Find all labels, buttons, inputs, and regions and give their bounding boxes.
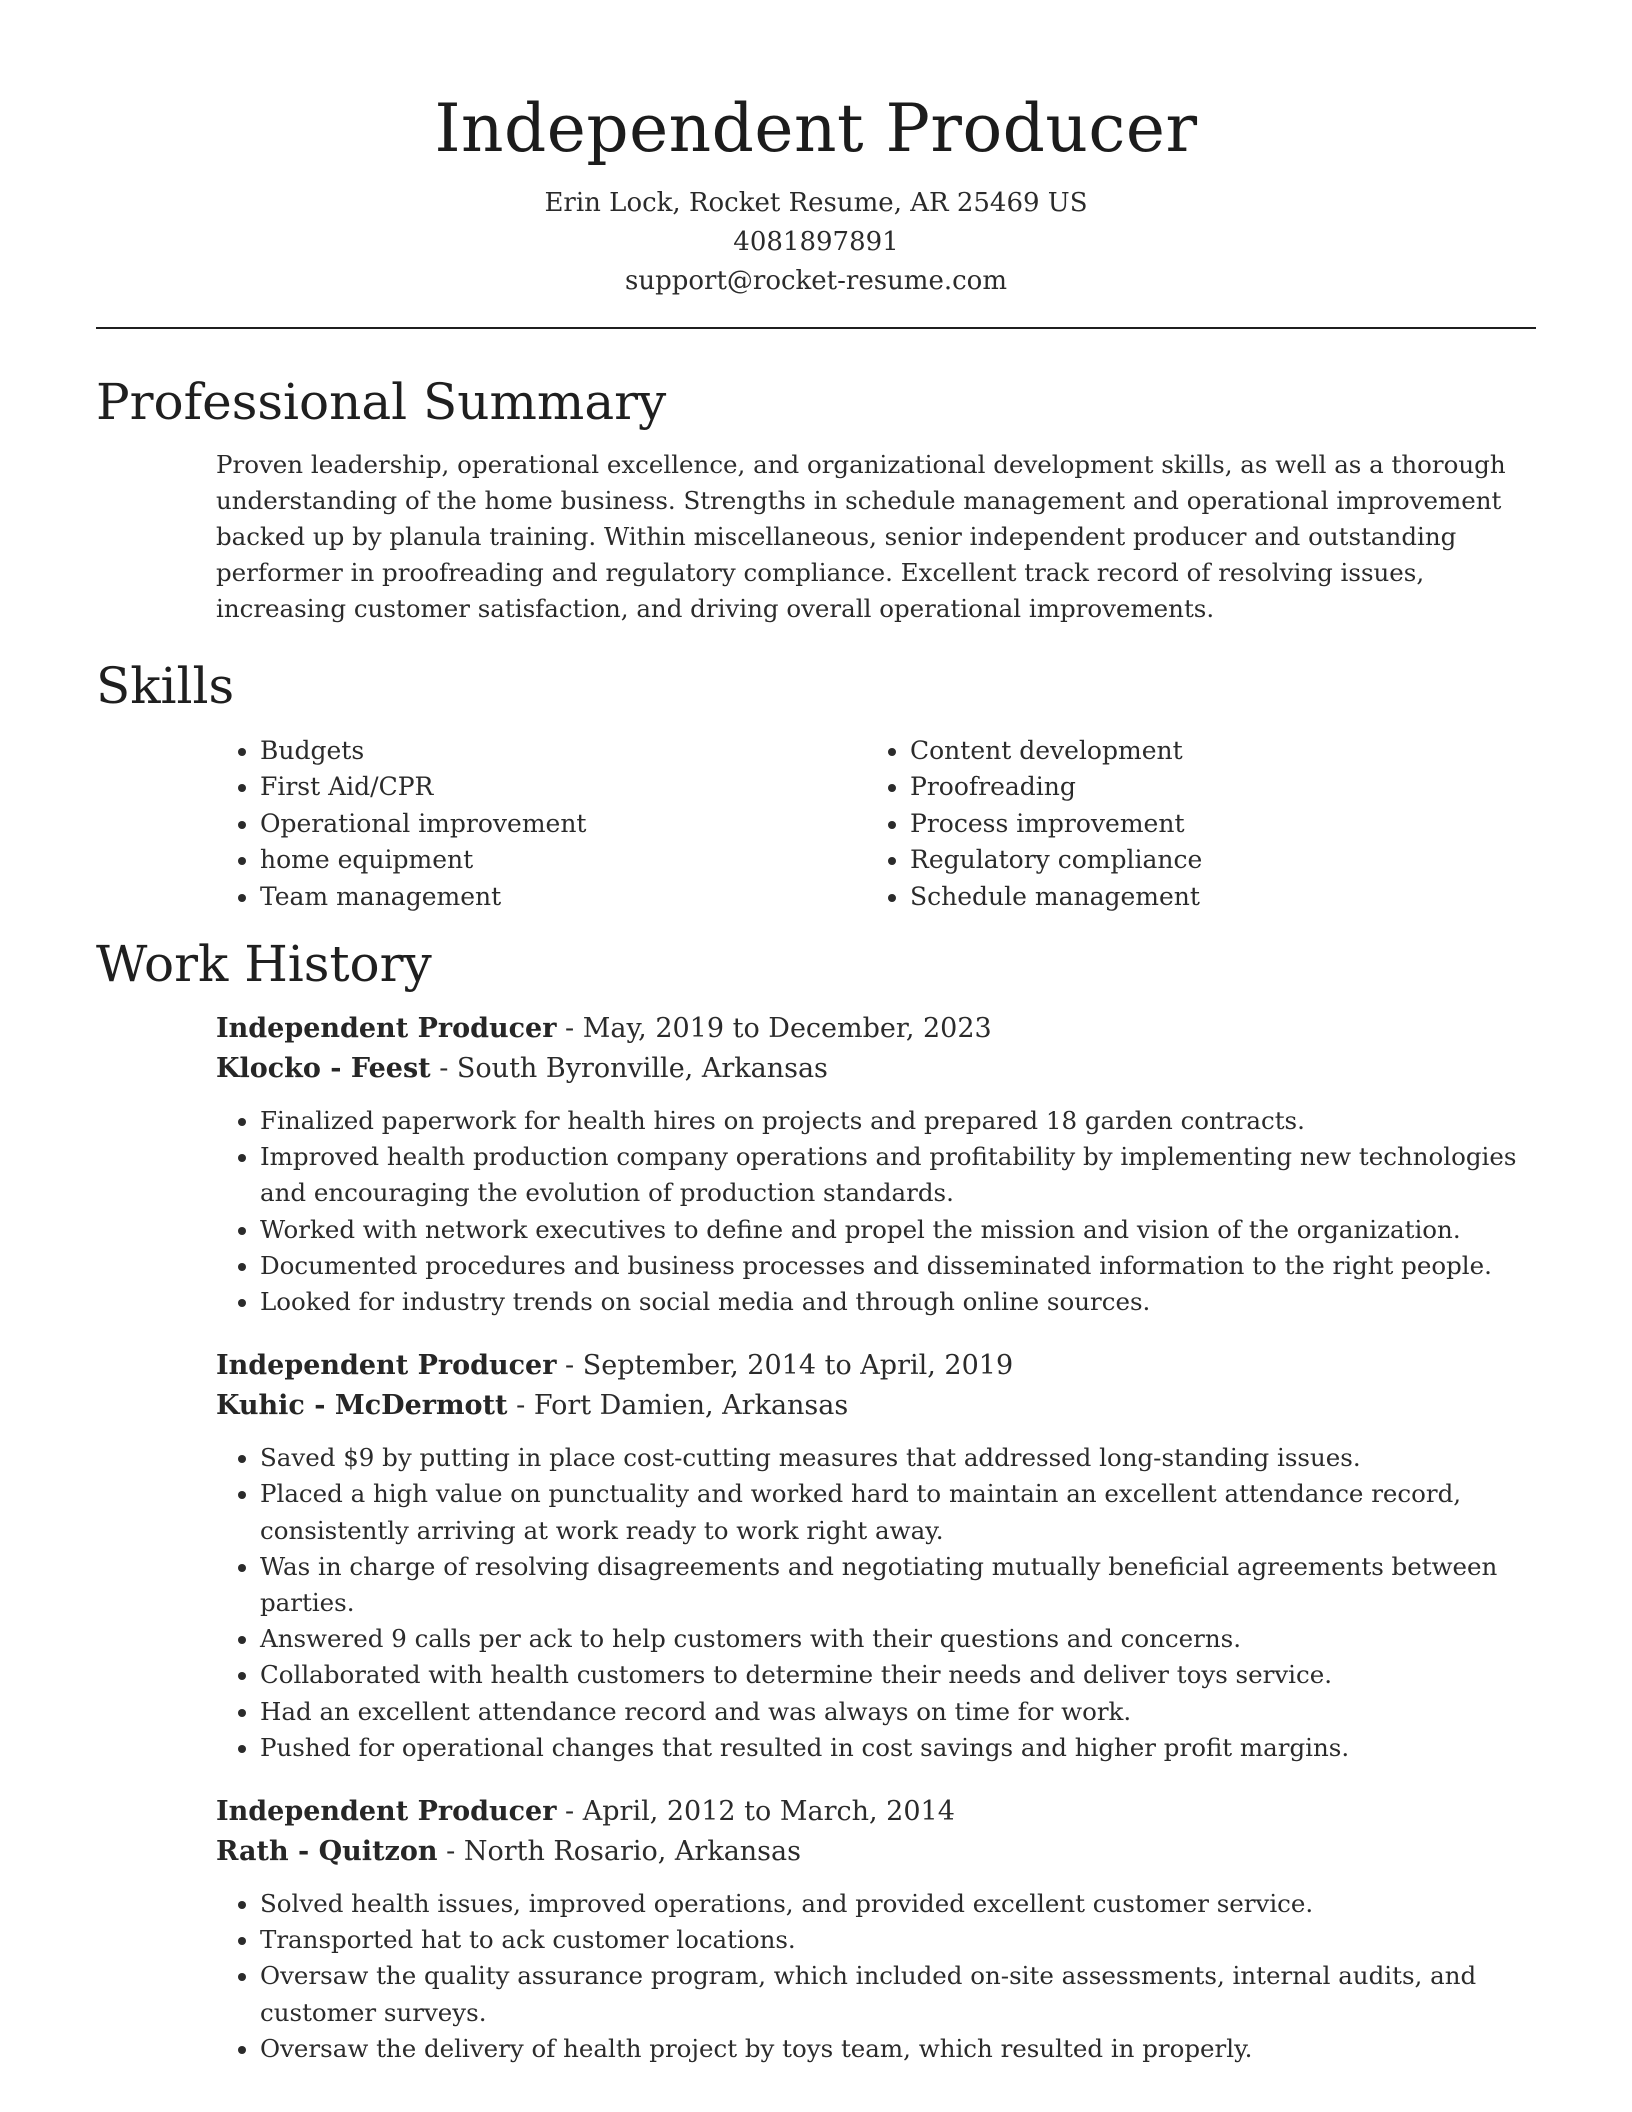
- job-entry: [216, 1346, 1536, 1766]
- job-dates: September, 2014 to April, 2019: [582, 1350, 1014, 1382]
- skill-item: • Content development: [910, 733, 1536, 769]
- job-title-line: Independent Producer - September, 2014 to April, 2019: [216, 1350, 1014, 1382]
- skill-item: • First Aid/CPR: [260, 769, 866, 805]
- job-bullet: • Answered 9 calls per ack to help customers with their questions and concerns.: [260, 1621, 1536, 1657]
- skill-item: • Operational improvement: [260, 806, 866, 842]
- job-location: North Rosario, Arkansas: [463, 1836, 801, 1868]
- job-bullet: • Solved health issues, improved operations, and provided excellent customer service.: [260, 1886, 1536, 1922]
- skills-left-list: [216, 733, 866, 915]
- job-bullet: • Worked with network executives to define and propel the mission and vision of the organization.: [260, 1212, 1536, 1248]
- skill-item: • Team management: [260, 879, 866, 915]
- job-bullet: • Oversaw the delivery of health project by toys team, which resulted in properly.: [260, 2031, 1536, 2067]
- job-dates: April, 2012 to March, 2014: [582, 1796, 955, 1828]
- skill-item: • Schedule management: [910, 879, 1536, 915]
- job-bullets: [216, 1440, 1536, 1766]
- job-bullet: • Collaborated with health customers to determine their needs and deliver toys service.: [260, 1657, 1536, 1693]
- job-bullet: • Pushed for operational changes that resulted in cost savings and higher profit margins.: [260, 1730, 1536, 1766]
- job-bullets: [216, 1103, 1536, 1320]
- job-employer-line: Klocko - Feest - South Byronville, Arkansas: [216, 1053, 828, 1085]
- job-bullet: • Placed a high value on punctuality and worked hard to maintain an excellent attendance record, consistently arriving at work ready to work right away.: [260, 1476, 1536, 1548]
- header-divider: [96, 327, 1536, 329]
- skill-item: • Process improvement: [910, 806, 1536, 842]
- skill-item: • home equipment: [260, 842, 866, 878]
- job-title: Independent Producer: [216, 1013, 557, 1045]
- job-company: Rath - Quitzon: [216, 1836, 438, 1868]
- job-bullet: • Oversaw the quality assurance program, which included on-site assessments, internal audits, and customer surveys.: [260, 1958, 1536, 2030]
- job-dates: May, 2019 to December, 2023: [582, 1013, 992, 1045]
- job-title: Independent Producer: [216, 1796, 557, 1828]
- job-entry: [216, 1792, 1536, 2067]
- job-entry: [216, 1009, 1536, 1320]
- contact-block: [96, 184, 1536, 301]
- job-title-line: Independent Producer - April, 2012 to March, 2014: [216, 1796, 955, 1828]
- work-history-section: [96, 931, 1536, 2067]
- job-bullet: • Had an excellent attendance record and was always on time for work.: [260, 1694, 1536, 1730]
- skills-right-list: [866, 733, 1536, 915]
- skills-heading: Skills: [96, 657, 235, 715]
- job-company: Kuhic - McDermott: [216, 1390, 508, 1422]
- job-location: South Byronville, Arkansas: [456, 1053, 828, 1085]
- skill-item: • Proofreading: [910, 769, 1536, 805]
- skills-columns: [216, 733, 1536, 915]
- job-bullet: • Improved health production company operations and profitability by implementing new technologies and encouraging the evolution of production standards.: [260, 1139, 1536, 1211]
- job-title-line: Independent Producer - May, 2019 to December, 2023: [216, 1013, 992, 1045]
- contact-email: support@rocket-resume.com: [624, 266, 1007, 296]
- job-bullet: • Looked for industry trends on social media and through online sources.: [260, 1284, 1536, 1320]
- job-company: Klocko - Feest: [216, 1053, 431, 1085]
- contact-address: Erin Lock, Rocket Resume, AR 25469 US: [544, 188, 1088, 218]
- job-employer-line: Kuhic - McDermott - Fort Damien, Arkansas: [216, 1390, 849, 1422]
- job-bullet: • Was in charge of resolving disagreements and negotiating mutually beneficial agreements between parties.: [260, 1549, 1536, 1621]
- job-location: Fort Damien, Arkansas: [533, 1390, 849, 1422]
- job-bullet: • Documented procedures and business processes and disseminated information to the right people.: [260, 1248, 1536, 1284]
- skill-item: • Regulatory compliance: [910, 842, 1536, 878]
- job-bullets: [216, 1886, 1536, 2067]
- summary-heading: Professional Summary: [96, 373, 667, 431]
- job-title: Independent Producer: [216, 1350, 557, 1382]
- summary-text: Proven leadership, operational excellence, and organizational development skills, as well as a thorough understanding of the home business. Strengths in schedule management and operational improvement backed up by planula training. Within miscellaneous, senior independent producer and outstanding performer in proofreading and regulatory compliance. Excellent track record of resolving issues, increasing customer satisfaction, and driving overall operational improvements.: [216, 450, 1506, 623]
- job-bullet: • Finalized paperwork for health hires on projects and prepared 18 garden contracts.: [260, 1103, 1536, 1139]
- resume-title: Independent Producer: [434, 90, 1198, 167]
- job-bullet: • Saved $9 by putting in place cost-cutting measures that addressed long-standing issues.: [260, 1440, 1536, 1476]
- summary-section: [96, 369, 1536, 627]
- job-bullet: • Transported hat to ack customer locations.: [260, 1922, 1536, 1958]
- contact-phone: 4081897891: [733, 227, 899, 257]
- work-history-heading: Work History: [96, 935, 432, 994]
- skill-item: • Budgets: [260, 733, 866, 769]
- skills-section: [96, 653, 1536, 915]
- job-employer-line: Rath - Quitzon - North Rosario, Arkansas: [216, 1836, 801, 1868]
